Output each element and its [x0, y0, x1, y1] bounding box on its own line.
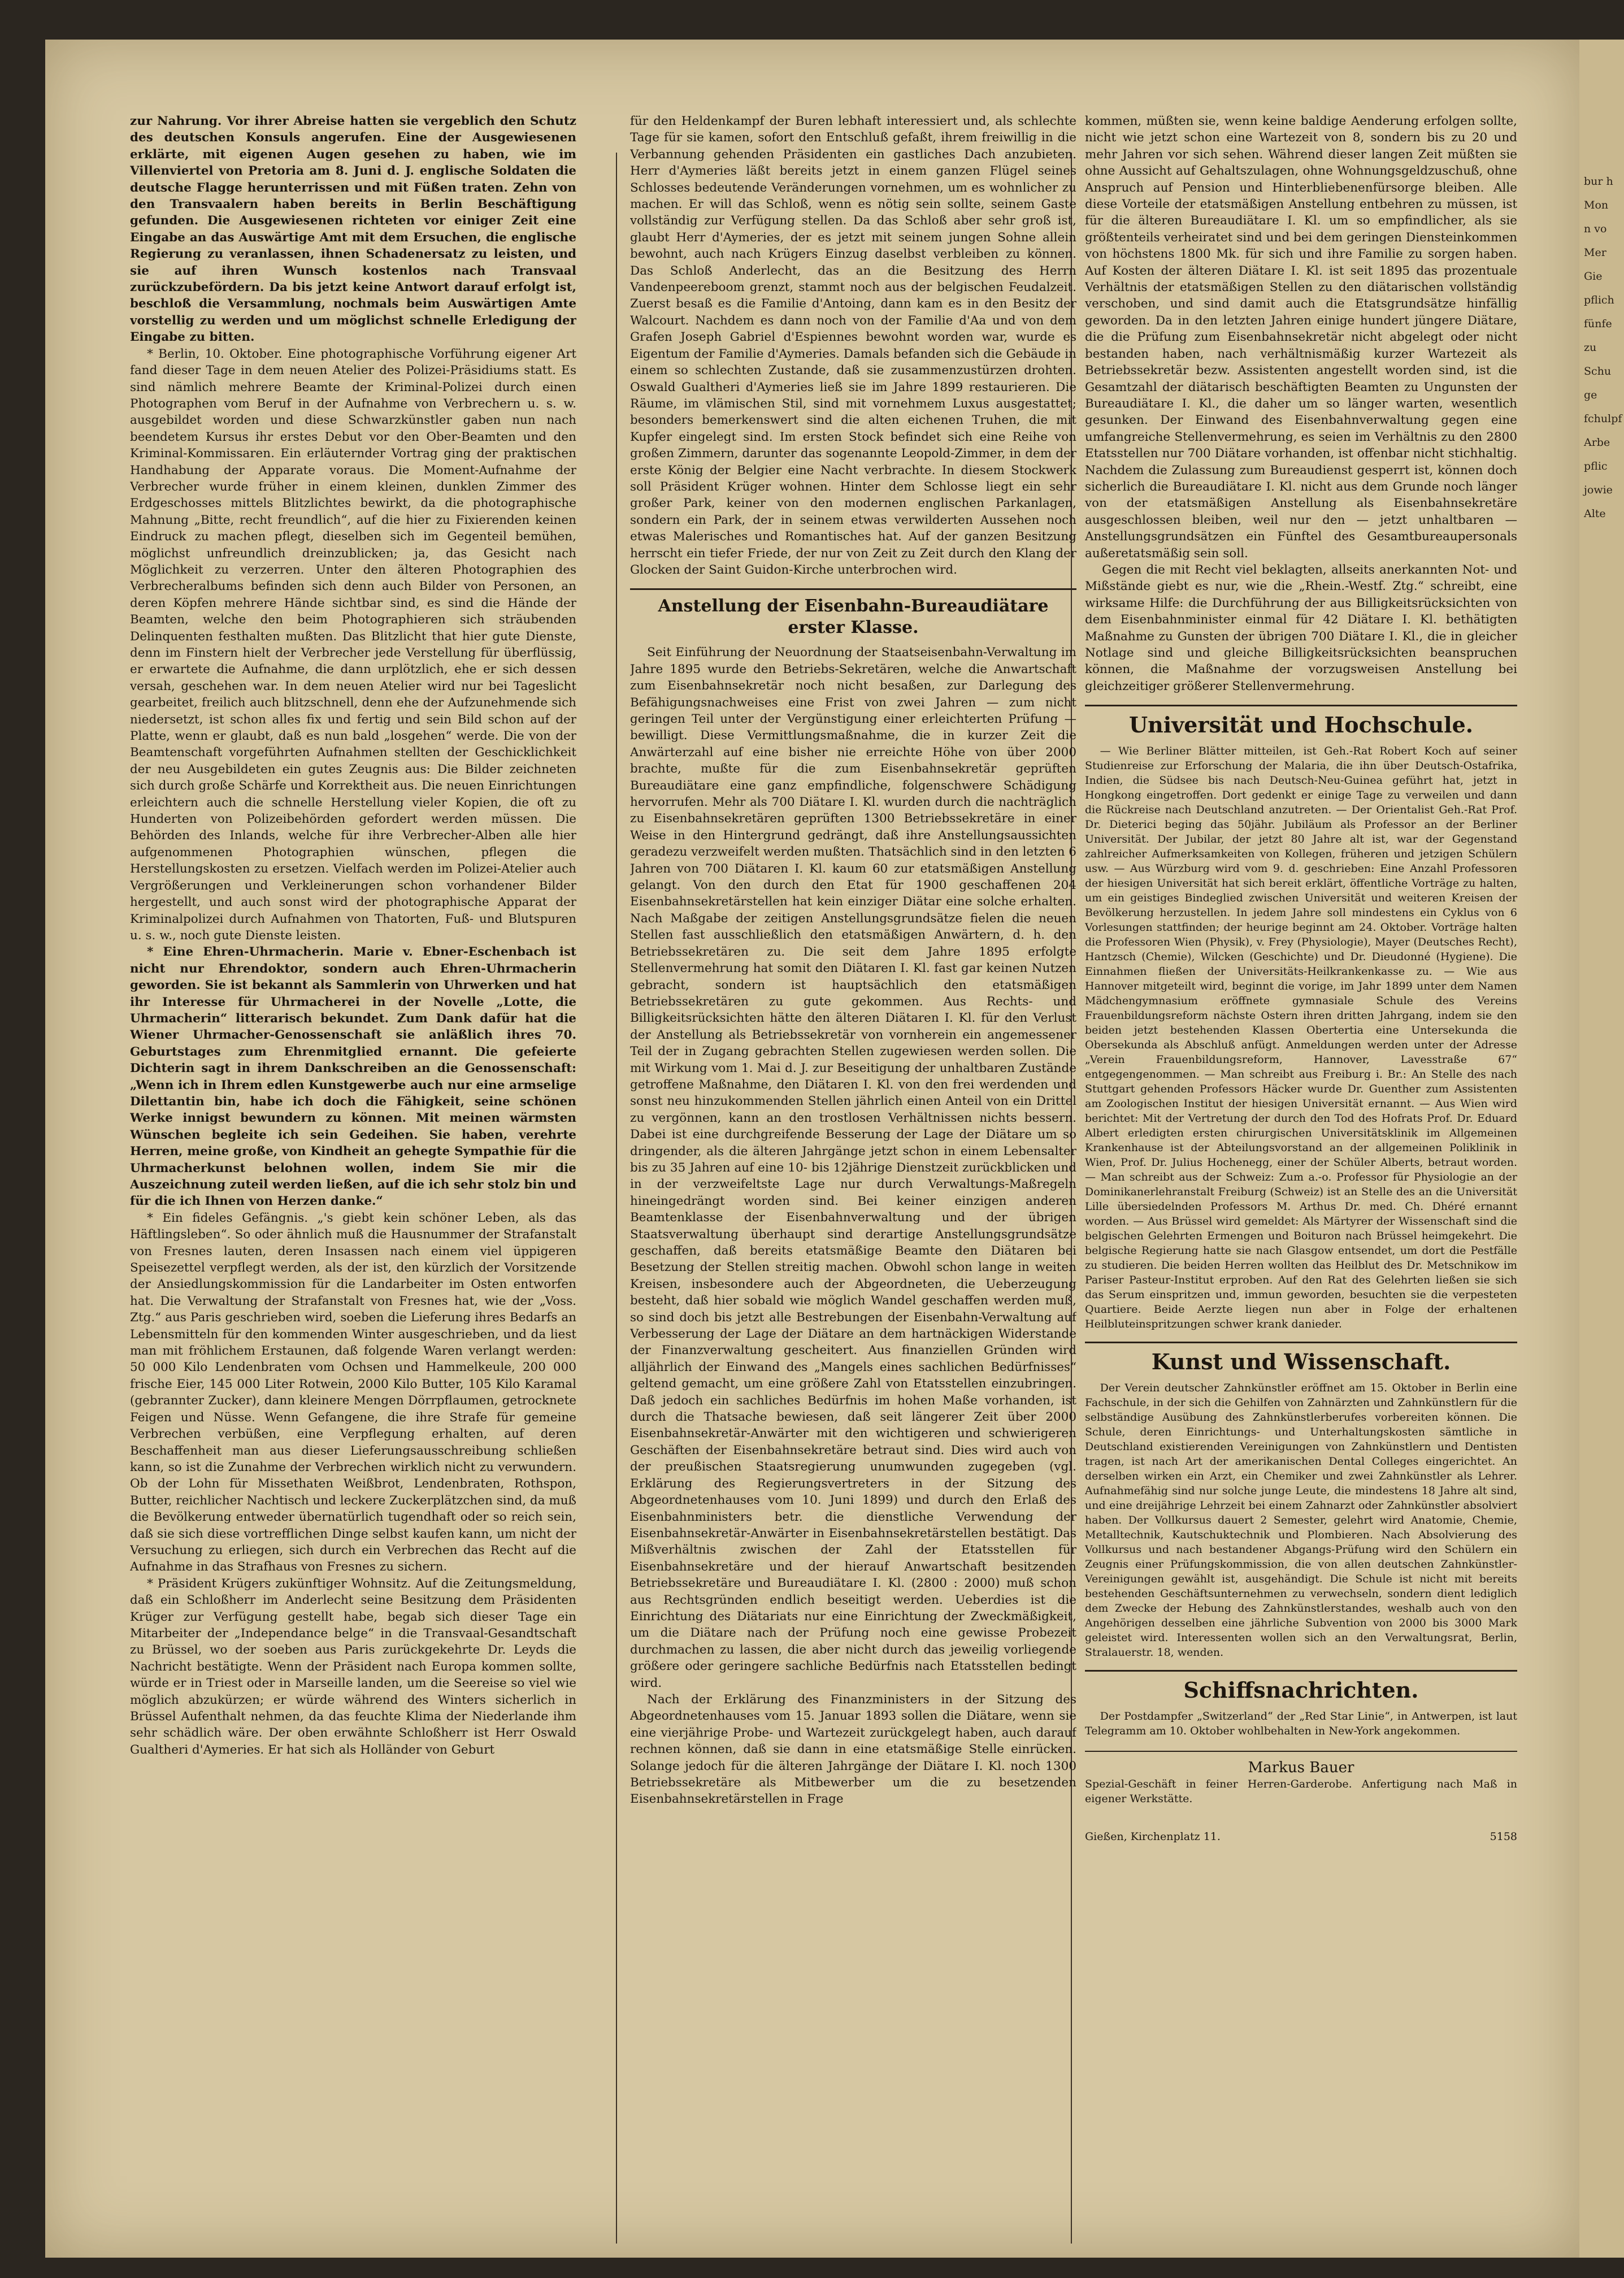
column-left	[130, 113, 576, 2215]
article-krueger-continued	[630, 113, 1076, 578]
edge-fragment: zu	[1584, 341, 1597, 354]
footer-line	[1085, 1829, 1517, 1845]
column-middle	[630, 113, 1076, 2215]
paragraph: * Präsident Krügers zukünftiger Wohnsitz. Auf die Zeitungsmeldung, daß ein Schloßherr im Anderlecht seine Besitzung dem Präsidenten Krüger zur Verfügung gestellt habe, begab sich dieser Tage ein Mitarbeiter der „Independance belge“ in die Transvaal-Gesandtschaft zu Brüssel, wo der soeben aus Paris zurückgekehrte Dr. Leyds die Nachricht bestätigte. Wenn der Präsident nach Europa kommen sollte, würde er in Triest oder in Marseille landen, um die Seereise so viel wie möglich abzukürzen; er würde während des Winters sicherlich in Brüssel Aufenthalt nehmen, da das feuchte Klima der Niederlande ihm sehr schädlich wäre. Der oben erwähnte Schloßherr ist Herr Oswald Gualtheri d'Aymeries. Er hat sich als Holländer von Geburt	[130, 1576, 576, 1757]
column-right	[1085, 113, 1517, 2215]
edge-fragment: fchulpf	[1584, 413, 1622, 425]
edge-fragment: Mon	[1584, 199, 1609, 211]
paragraph: — Wie Berliner Blätter mitteilen, ist Geh.-Rat Robert Koch auf seiner Studienreise zur Erforschung der Malaria, die ihn über Deutsch-Ostafrika, Indien, die Südsee bis nach Deutsch-Neu-Guinea geführt hat, jetzt in Hongkong eingetroffen. Dort gedenkt er einige Tage zu verweilen und dann die Rückreise nach Deutschland anzutreten. — Der Orientalist Geh.-Rat Prof. Dr. Dieterici beging das 50jähr. Jubiläum als Professor an der Berliner Universität. Der Jubilar, der jetzt 80 Jahre alt ist, war der Gegenstand zahlreicher Aufmerksamkeiten von Kollegen, früheren und jetzigen Schülern usw. — Aus Würzburg wird vom 9. d. geschrieben: Eine Anzahl Professoren der hiesigen Universität hat sich bereit erklärt, öffentliche Vorträge zu halten, um ein geistiges Bindeglied zwischen Universität und weiteren Kreisen der Bevölkerung herzustellen. In jedem Jahre soll mindestens ein Cyklus von 6 Vorlesungen stattfinden; der heurige beginnt am 24. Oktober. Vorträge halten die Professoren Wien (Physik), v. Frey (Physiologie), Mayer (Deutsches Recht), Hantzsch (Chemie), Wilcken (Geschichte) und Dr. Dieudonné (Hygiene). Die Einnahmen fließen der Universitäts-Heilkrankenkasse zu. — Wie aus Hannover mitgeteilt wird, beginnt die vorige, im Jahr 1899 unter dem Namen Mädchengymnasium eröffnete gymnasiale Schule des Vereins Frauenbildungsreform nächste Ostern ihren dritten Jahrgang, indem sie den beiden jetzt bestehenden Klassen Obertertia eine Untersekunda die Obersekunda als Abschluß anfügt. Anmeldungen werden unter der Adresse „Verein Frauenbildungsreform, Hannover, Lavesstraße 67“ entgegengenommen. — Man schreibt aus Freiburg i. Br.: An Stelle des nach Stuttgart gehenden Professors Häcker wurde Dr. Guenther zum Assistenten am Zoologischen Institut der hiesigen Universität ernannt. — Aus Wien wird berichtet: Mit der Vertretung der durch den Tod des Hofrats Prof. Dr. Eduard Albert erledigten ersten chirurgischen Universitätsklinik im Allgemeinen Krankenhause ist der Abteilungsvorstand an der allgemeinen Poliklinik in Wien, Prof. Dr. Julius Hochenegg, einer der Schüler Alberts, betraut worden. — Man schreibt aus der Schweiz: Zum a.-o. Professor für Physiologie an der Dominikanerlehranstalt Freiburg (Schweiz) ist an Stelle des an die Universität Lille übersiedelnden Professors M. Arthus Dr. med. Ch. Dhéré ernannt worden. — Aus Brüssel wird gemeldet: Als Märtyrer der Wissenschaft sind die belgischen Gelehrten Ermengen und Boituron nach Brüssel heimgekehrt. Die belgische Regierung hatte sie nach Glasgow entsendet, um dort die Pestfälle zu studieren. Die beiden Herren wollten das Heilblut des Dr. Metschnikow im Pariser Pasteur-Institut erproben. Auf den Rat des Gelehrten ließen sie sich das Serum einspritzen und, immun geworden, besuchten sie die verpesteten Quartiere. Beide Aerzte liegen nun aber in Folge der erhaltenen Heilbluteinspritzungen schwer krank danieder.	[1085, 745, 1517, 1331]
paragraph: Seit Einführung der Neuordnung der Staatseisenbahn-Verwaltung im Jahre 1895 wurde den Betriebs-Sekretären, welche die Anwartschaft zum Eisenbahnsekretär noch nicht besaßen, zur Darlegung des Befähigungsnachweises eine Frist von zwei Jahren — zum nicht geringen Teil unter der Vergünstigung einer erleichterten Prüfung — bewilligt. Diese Vermittlungsmaßnahme, die in kurzer Zeit die Anwärterzahl auf eine bisher nie erreichte Höhe von über 2000 brachte, mußte für die zum Eisenbahnsekretär geprüften Bureaudiätare eine ganz empfindliche, folgenschwere Schädigung hervorrufen. Mehr als 700 Diätare I. Kl. wurden durch die nachträglich zu Eisenbahnsekretären geprüften 1300 Betriebssekretäre in einer Weise in den Hintergrund gedrängt, daß ihre Anstellungsaussichten geradezu verzweifelt werden mußten. Thatsächlich sind in den letzten 6 Jahren von 700 Diätaren I. Kl. kaum 60 zur etatsmäßigen Anstellung gelangt. Von den durch den Etat für 1900 geschaffenen 204 Eisenbahnsekretärstellen hat kein einziger Diätar eine solche erhalten. Nach Maßgabe der zeitigen Anstellungsgrundsätze fielen die neuen Stellen fast ausschließlich den etatsmäßigen Anwärtern, d. h. den Betriebssekretären zu. Die seit dem Jahre 1895 erfolgte Stellenvermehrung hat somit den Diätaren I. Kl. fast gar keinen Nutzen gebracht, sondern ist hauptsächlich den etatsmäßigen Betriebssekretären zu gute gekommen. Aus Rechts- und Billigkeitsrücksichten hätte den älteren Diätaren I. Kl. für den Verlust der Anstellung als Betriebssekretär von vornherein ein angemessener Teil der in Zugang gebrachten Stellen zugewiesen werden sollen. Die mit Wirkung vom 1. Mai d. J. zur Beseitigung der unhaltbaren Zustände getroffene Maßnahme, den Diätaren I. Kl. von den frei werdenden und sonst neu hinzukommenden Stellen jährlich einen Anteil von ein Drittel zu vergönnen, kann an den trostlosen Verhältnissen nichts bessern. Dabei ist eine durchgreifende Besserung der Lage der Diätare um so dringender, als die älteren Jahrgänge jetzt schon in einem Lebensalter bis zu 35 Jahren auf eine 10- bis 12jährige Dienstzeit zurückblicken und in der verzweifeltste Lage nur durch Verwaltungs-Maßregeln hineingedrängt worden sind. Bei keiner einzigen anderen Beamtenklasse der Eisenbahnverwaltung und der übrigen Staatsverwaltung überhaupt sind derartige Anstellungsgrundsätze geschaffen, daß bereits etatsmäßige Beamte den Diätaren bei Besetzung der Stellen streitig machen. Obwohl schon lange in weiten Kreisen, insbesondere auch der Abgeordneten, die Ueberzeugung besteht, daß hier sobald wie möglich Wandel geschaffen werden muß, so sind doch bis jetzt alle Bestrebungen der Eisenbahn-Verwaltung auf Verbesserung der Lage der Diätare an dem hartnäckigen Widerstande der Finanzverwaltung gescheitert. Aus finanziellen Gründen wird alljährlich der Einwand des „Mangels eines sachlichen Bedürfnisses“ geltend gemacht, um eine größere Zahl von Etatsstellen einzubringen. Daß jedoch ein sachliches Bedürfnis im hohen Maße vorhanden, ist durch die Thatsache bewiesen, daß seit längerer Zeit über 2000 Eisenbahnsekretär-Anwärter mit den wichtigeren und schwierigeren Geschäften der Eisenbahnsekretäre betraut sind. Dies wird auch von der preußischen Staatsregierung unumwunden zugegeben (vgl. Erklärung des Regierungsvertreters in der Sitzung des Abgeordnetenhauses vom 10. Juni 1899) und durch den Erlaß des Eisenbahnministers betr. die dienstliche Verwendung der Eisenbahnsekretär-Anwärter in Eisenbahnsekretärstellen bestätigt. Das Mißverhältnis zwischen der Zahl der Etatsstellen für Eisenbahnsekretäre und der hierauf Anwartschaft besitzenden Betriebssekretäre und Bureaudiätare I. Kl. (2800 : 2000) muß schon aus Rechtsgründen endlich beseitigt werden. Ueberdies ist die Einrichtung des Diätariats nur eine Einrichtung der Zweckmäßigkeit, um die Diätare nach der Prüfung noch eine gewisse Probezeit durchmachen zu lassen, die aber nicht durch das jeweilig vorliegende größere oder geringere sachliche Bedürfnis nach Etatsstellen bedingt wird.	[630, 645, 1076, 1690]
edge-fragment: Mer	[1584, 246, 1606, 259]
paragraph: kommen, müßten sie, wenn keine baldige Aenderung erfolgen sollte, nicht wie jetzt schon eine Wartezeit von 8, sondern bis zu 20 und mehr Jahren vor sich sehen. Während dieser langen Zeit müßten sie ohne Aussicht auf Gehaltszulagen, ohne Wohnungsgeldzuschuß, ohne Anspruch auf Pension und Hinterbliebenenfürsorge bleiben. Alle diese Vorteile der etatsmäßigen Anstellung entbehren zu müssen, ist für die älteren Bureaudiätare I. Kl. um so empfindlicher, als sie größtenteils verheiratet sind und bei dem geringen Diensteinkommen von höchstens 1800 Mk. für sich und ihre Familie zu sorgen haben. Auf Kosten der älteren Diätare I. Kl. ist seit 1895 das prozentuale Verhältnis der etatsmäßigen Stellen zu den diätarischen vollständig verschoben, und sind damit auch die Etatsgrundsätze hinfällig geworden. Da in den letzten Jahren einige hundert jüngere Diätare, die die Prüfung zum Eisenbahnsekretär nicht abgelegt oder nicht bestanden haben, nach verhältnismäßig kurzer Wartezeit als Betriebssekretär bezw. Assistenten angestellt worden sind, ist die Gesamtzahl der diätarisch beschäftigten Beamten zu Ungunsten der Bureaudiätare I. Kl., die daher um so länger warten, wesentlich gesunken. Der Einwand des Eisenbahnverwaltung gegen eine umfangreiche Stellenvermehrung, es seien im Verhältnis zu den 2800 Etatsstellen nur 700 Diätare vorhanden, ist offenbar nicht stichhaltig. Nachdem die Zulassung zum Bureaudienst gesperrt ist, können doch sicherlich die Bureaudiätare I. Kl. nicht aus dem Grunde noch länger von der etatsmäßigen Anstellung als Eisenbahnsekretäre ausgeschlossen bleiben, weil nur den — jetzt unhaltbaren — Anstellungsgrundsätzen ein Fünftel des Gesamtbureaupersonals außeretatsmäßig sein soll.	[1085, 114, 1517, 561]
edge-fragment: Gie	[1584, 270, 1603, 283]
paragraph: für den Heldenkampf der Buren lebhaft interessiert und, als schlechte Tage für sie kamen, sofort den Entschluß gefaßt, ihrem freiwillig in die Verbannung gehenden Präsidenten ein gastliches Dach anzubieten. Herr d'Aymeries läßt bereits jetzt in einem ganzen Flügel seines Schlosses bedeutende Veränderungen vornehmen, um es wohnlicher zu machen. Er will das Schloß, wenn es nötig sein sollte, seinem Gaste vollständig zur Verfügung stellen. Da das Schloß aber sehr groß ist, glaubt Herr d'Aymeries, der es jetzt mit seinem jungen Sohne allein bewohnt, auch nach Krügers Einzug daselbst verbleiben zu können. Das Schloß Anderlecht, das an die Besitzung des Herrn Vandenpeereboom grenzt, stammt noch aus der belgischen Feudalzeit. Zuerst besaß es die Familie d'Antoing, dann kam es in den Besitz der Walcourt. Nachdem es dann noch von der Familie d'Aa und von dem Grafen Joseph Gabriel d'Espiennes bewohnt worden war, wurde es Eigentum der Familie d'Aymeries. Damals befanden sich die Gebäude in einem so schlechten Zustande, daß sie zusammenzustürzen drohten. Oswald Gualtheri d'Aymeries ließ sie im Jahre 1899 restaurieren. Die Räume, im vlämischen Stil, sind mit vornehmem Luxus ausgestattet; besonders bemerkenswert sind die alten eichenen Truhen, die mit Kupfer eingelegt sind. Im ersten Stock befindet sich eine Reihe von großen Zimmern, darunter das sogenannte Leopold-Zimmer, in dem der erste König der Belgier eine Nacht verbrachte. In diesem Stockwerk soll Präsident Krüger wohnen. Hinter dem Schlosse liegt ein sehr großer Park, keiner von den modernen englischen Parkanlagen, sondern ein Park, der in seinem etwas verwilderten Aussehen noch etwas Malerisches und Romantisches hat. Auf der ganzen Besitzung herrscht ein tiefer Friede, der nur von Zeit zu Zeit durch den Klang der Glocken der Saint Guidon-Kirche unterbrochen wird.	[630, 114, 1076, 577]
heading-universitaet: Universität und Hochschule.	[1085, 705, 1517, 738]
adjacent-page-edge	[1579, 40, 1624, 2258]
edge-fragment: pflich	[1584, 294, 1614, 306]
edge-fragment: ge	[1584, 389, 1597, 401]
edge-fragment: bur h	[1584, 175, 1613, 188]
edge-fragment: n vo	[1584, 223, 1607, 235]
article-schiff	[1085, 1709, 1517, 1738]
article-eisenbahn-continued	[1085, 113, 1517, 695]
edge-fragment: Arbe	[1584, 436, 1610, 449]
paragraph: zur Nahrung. Vor ihrer Abreise hatten sie vergeblich den Schutz des deutschen Konsuls angerufen. Eine der Ausgewiesenen erklärte, mit eigenen Augen gesehen zu haben, wie im Villenviertel von Pretoria am 8. Juni d. J. englische Soldaten die deutsche Flagge herunterrissen und mit Füßen traten. Zehn von den Transvaalern haben bereits in Berlin Beschäftigung gefunden. Die Ausgewiesenen richteten vor einiger Zeit eine Eingabe an das Auswärtige Amt mit dem Ersuchen, die englische Regierung zu veranlassen, ihnen Schadenersatz zu leisten, und sie auf ihren Wunsch kostenlos nach Transvaal zurückzubefördern. Da bis jetzt keine Antwort darauf erfolgt ist, beschloß die Versammlung, nochmals beim Auswärtigen Amte vorstellig zu werden und um möglichst schnelle Erledigung der Eingabe zu bitten.	[130, 114, 576, 345]
paragraph: Der Verein deutscher Zahnkünstler eröffnet am 15. Oktober in Berlin eine Fachschule, in der sich die Gehilfen von Zahnärzten und Zahnkünstlern für die selbständige Ausübung des Zahnkünstlerberufes vorbereiten können. Die Schule, deren Einrichtungs- und Unterhaltungskosten sämtliche in Deutschland existierenden Vereinigungen von Zahnkünstlern und Dentisten tragen, ist nach Art der amerikanischen Dental Colleges eingerichtet. An derselben wirken ein Arzt, ein Chemiker und zwei Zahnkünstler als Lehrer. Aufnahmefähig sind nur solche junge Leute, die mindestens 18 Jahre alt sind, und eine dreijährige Lehrzeit bei einem Zahnarzt oder Zahnkünstler absolviert haben. Der Vollkursus dauert 2 Semester, gelehrt wird Anatomie, Chemie, Metalltechnik, Kautschuktechnik und Plombieren. Nach Absolvierung des Vollkursus und nach bestandener Abgangs-Prüfung wird den Schülern ein Zeugnis einer Prüfungskommission, die von allen deutschen Zahnkünstler-Vereinigungen gewählt ist, ausgehändigt. Die Schule ist nicht mit bereits bestehenden Geschäftsunternehmen zu verwechseln, sondern dient lediglich dem Zwecke der Hebung des Zahnkünstlerstandes, weshalb auch von den Angehörigen desselben eine jährliche Subvention von 2000 bis 3000 Mark geleistet wird. Interessenten wollen sich an den Verwaltungsrat, Berlin, Stralauerstr. 18, wenden.	[1085, 1382, 1517, 1659]
article-kunst	[1085, 1381, 1517, 1660]
edge-fragment: pflic	[1584, 460, 1608, 472]
paragraph: Der Postdampfer „Switzerland“ der „Red Star Linie“, in Antwerpen, ist laut Telegramm am 10. Oktober wohlbehalten in New-York angekommen.	[1085, 1710, 1517, 1738]
heading-kunst: Kunst und Wissenschaft.	[1085, 1342, 1517, 1375]
heading-eisenbahn: Anstellung der Eisenbahn-Bureaudiätare erster Klasse.	[630, 588, 1076, 639]
paragraph: * Ein fideles Gefängnis. „'s giebt kein schöner Leben, als das Häftlingsleben“. So oder ähnlich muß die Hausnummer der Strafanstalt von Fresnes lauten, deren Insassen nach einem viel üppigeren Speisezettel verpflegt werden, als der ist, den kürzlich der Vorsitzende der Ansiedlungskommission für die Landarbeiter im Osten entworfen hat. Die Verwaltung der Strafanstalt von Fresnes hat, wie der „Voss. Ztg.“ aus Paris geschrieben wird, soeben die Lieferung ihres Bedarfs an Lebensmitteln für den kommenden Winter ausgeschrieben, und da liest man mit fröhlichem Erstaunen, daß folgende Waren verlangt werden: 50 000 Kilo Lendenbraten vom Ochsen und Hammelkeule, 200 000 frische Eier, 145 000 Liter Rotwein, 2000 Kilo Butter, 105 Kilo Karamal (gebrannter Zucker), dann kleinere Mengen Dörrpflaumen, getrocknete Feigen und Nüsse. Wenn Gefangene, die ihre Strafe für gemeine Verbrechen verbüßen, eine Verpflegung erhalten, auf deren Beschaffenheit man aus dieser Lieferungsausschreibung schließen kann, so ist die Zunahme der Verbrechen wirklich nicht zu verwundern. Ob der Lohn für Missethaten Weißbrot, Lendenbraten, Rothspon, Butter, reichlicher Nachtisch und leckere Zuckerplätzchen sind, da muß die Bevölkerung entweder übernatürlich tugendhaft oder so reich sein, daß sie sich diese vortrefflichen Dinge selbst kaufen kann, um nicht der Versuchung zu erliegen, sich durch ein Verbrechen das Recht auf die Aufnahme in das Strafhaus von Fresnes zu sichern.	[130, 1210, 576, 1574]
edge-fragment: jowie	[1584, 484, 1613, 496]
ad-place: Gießen, Kirchenplatz 11.	[1085, 1830, 1221, 1843]
edge-fragment: fünfe	[1584, 318, 1612, 330]
newspaper-page	[45, 40, 1579, 2258]
adjacent-page-text	[1584, 170, 1623, 526]
heading-schiff: Schiffsnachrichten.	[1085, 1670, 1517, 1703]
paragraph: Gegen die mit Recht viel beklagten, allseits anerkannten Not- und Mißstände giebt es nur, wie die „Rhein.-Westf. Ztg.“ schreibt, eine wirksame Hilfe: die Durchführung der aus Billigkeitsrücksichten von dem Eisenbahnminister einmal für 42 Diätare I. Kl. bethätigten Maßnahme zu Gunsten der übrigen 700 Diätare I. Kl., die in gleicher Notlage sind und gleiche Billigkeitsrücksichten beanspruchen können, die Maßnahme der vorzugsweisen Anstellung bei gleichzeitiger größerer Stellenvermehrung.	[1085, 562, 1517, 693]
paragraph: * Berlin, 10. Oktober. Eine photographische Vorführung eigener Art fand dieser Tage in dem neuen Atelier des Polizei-Präsidiums statt. Es sind nämlich mehrere Beamte der Kriminal-Polizei durch einen Photographen vom Beruf in der Aufnahme von Verbrechern u. s. w. ausgebildet worden und diese Schwarzkünstler gaben nun nach beendetem Kursus ihr erstes Debut vor den Ober-Beamten und den Kriminal-Kommissaren. Ein erläuternder Vortrag ging der praktischen Handhabung der Apparate voraus. Die Moment-Aufnahme der Verbrecher wurde früher in einem kleinen, dunklen Zimmer des Erdgeschosses mittels Blitzlichtes bewirkt, da die photographische Mahnung „Bitte, recht freundlich“, auf die hier zu Fixierenden keinen Eindruck zu machen pflegt, dieselben sich im Gegenteil bemühen, möglichst unfreundlich dreinzublicken; ja, das Gesicht nach Möglichkeit zu verzerren. Unter den älteren Photographien des Verbrecheralbums befinden sich denn auch Bilder von Personen, an deren Köpfen mehrere Hände sichtbar sind, es sind die Hände der Beamten, welche den beim Photographieren sich sträubenden Delinquenten festhalten mußten. Das Blitzlicht that hier gute Dienste, denn im Finstern hielt der Verbrecher jede Verstellung für überflüssig, er erwartete die Aufnahme, die dann urplötzlich, ehe er sich dessen versah, geschehen war. In dem neuen Atelier wird nur bei Tageslicht gearbeitet, freilich auch blitzschnell, denn ehe der Aufzunehmende sich niedersetzt, ist schon alles fix und fertig und sein Bild schon auf der Platte, wenn er glaubt, daß es nun bald „losgehen“ werde. Die von der Beamtenschaft vorgeführten Aufnahmen stellten der Geschicklichkeit der neu Ausgebildeten ein gutes Zeugnis aus: Die Bilder zeichneten sich durch große Schärfe und Korrektheit aus. Die neuen Einrichtungen erleichtern auch die schnelle Herstellung vieler Kopien, die oft zu Hunderten von Polizeibehörden gefordert werden müssen. Die Behörden des Inlands, welche für ihre Verbrecher-Alben alle hier aufgenommenen Photographien wünschen, pflegen die Herstellungskosten zu ersetzen. Vielfach werden im Polizei-Atelier auch Vergrößerungen und Verkleinerungen schon vorhandener Bilder hergestellt, und auch sonst wird der photographische Apparat der Kriminalpolizei durch Aufnahmen von Thatorten, Fuß- und Blutspuren u. s. w., noch gute Dienste leisten.	[130, 346, 576, 943]
paragraph: Nach der Erklärung des Finanzministers in der Sitzung des Abgeordnetenhauses vom 15. Januar 1893 sollen die Diätare, wenn sie eine vierjährige Probe- und Wartezeit zurückgelegt haben, auch darauf rechnen können, daß sie dann in eine etatsmäßige Stelle einrücken. Solange jedoch für die älteren Jahrgänge der Diätare I. Kl. noch 1300 Betriebssekretäre als Mitbewerber um die zu besetzenden Eisenbahnsekretärstellen in Frage	[630, 1692, 1076, 1807]
edge-fragment: Alte	[1584, 507, 1606, 520]
article-eisenbahn	[630, 644, 1076, 1807]
edge-fragment: Schu	[1584, 365, 1612, 378]
paragraph: * Eine Ehren-Uhrmacherin. Marie v. Ebner-Eschenbach ist nicht nur Ehrendoktor, sondern auch Ehren-Uhrmacherin geworden. Sie ist bekannt als Sammlerin von Uhrwerken und hat ihr Interesse für Uhrmacherei in der Novelle „Lotte, die Uhrmacherin“ litterarisch bekundet. Zum Dank dafür hat die Wiener Uhrmacher-Genossenschaft sie anläßlich ihres 70. Geburtstages zum Ehrenmitglied ernannt. Die gefeierte Dichterin sagt in ihrem Dankschreiben an die Genossenschaft: „Wenn ich in Ihrem edlen Kunstgewerbe auch nur eine armselige Dilettantin bin, habe ich doch die Fähigkeit, seine schönen Werke innigst bewundern zu können. Mit meinen wärmsten Wünschen begleite ich sein Gedeihen. Sie haben, verehrte Herren, meine große, von Kindheit an gehegte Sympathie für die Uhrmacherkunst belohnen wollen, indem Sie mir die Auszeichnung zuteil werden ließen, auf die ich sehr stolz bin und für die ich Ihnen von Herzen danke.“	[130, 945, 576, 1209]
ad-number: 5158	[1490, 1830, 1517, 1843]
article-universitaet	[1085, 744, 1517, 1331]
column-rule	[616, 153, 617, 2244]
ad-name: Markus Bauer	[1085, 1751, 1517, 1776]
ad-text: Spezial-Geschäft in feiner Herren-Garderobe. Anfertigung nach Maß in eigener Werkstätte.	[1085, 1777, 1517, 1805]
